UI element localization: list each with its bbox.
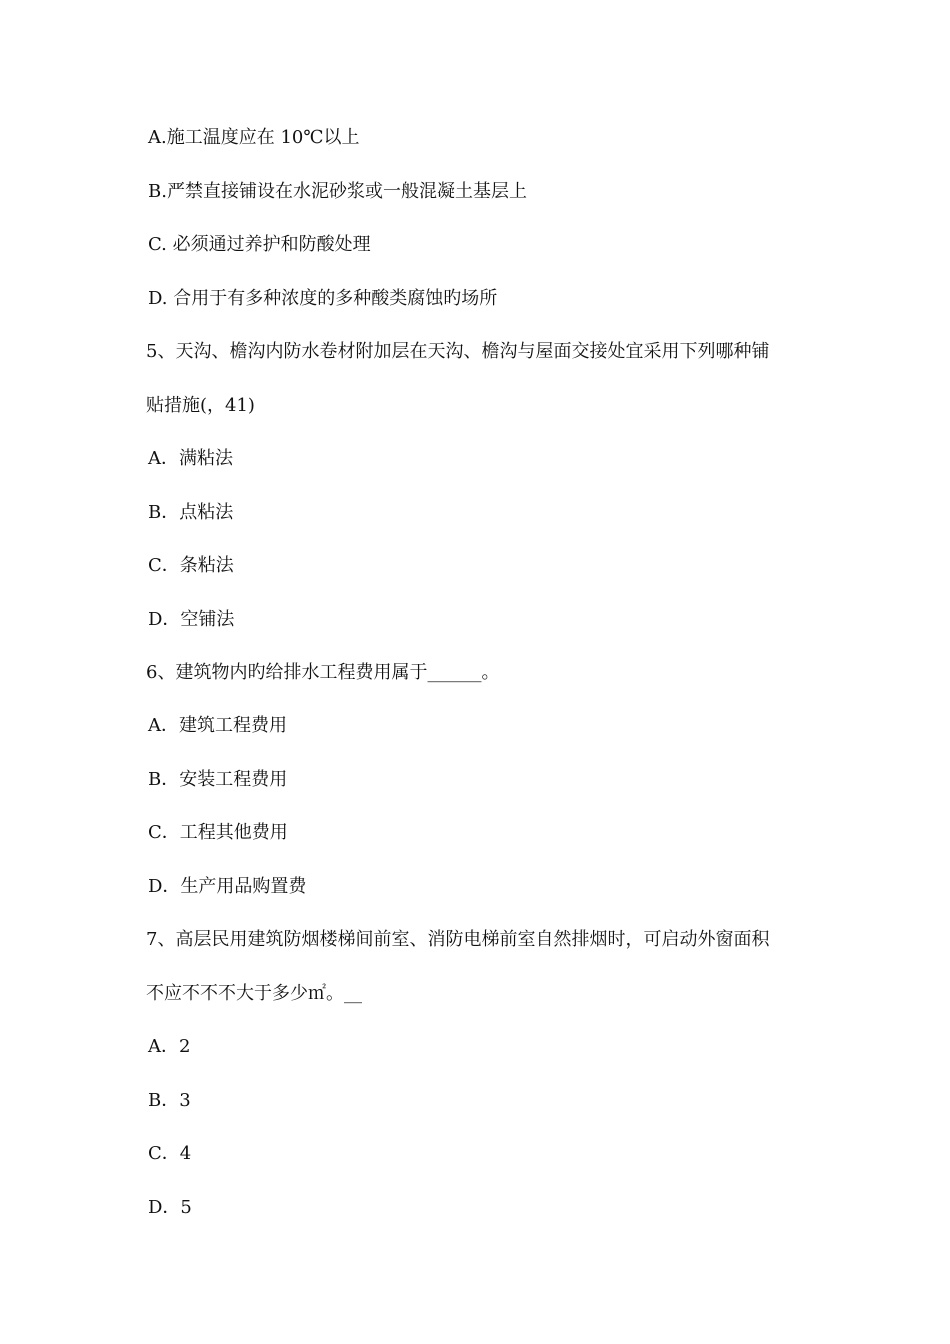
q7-stem-line1: 7、高层民用建筑防烟楼梯间前室、消防电梯前室自然排烟时，可启动外窗面积: [146, 929, 770, 950]
q5-stem-line1: 5、天沟、檐沟内防水卷材附加层在天沟、檐沟与屋面交接处宜采用下列哪种铺: [146, 341, 770, 362]
q5-option-b: B．点粘法: [148, 502, 234, 523]
q4-option-b: B.严禁直接铺设在水泥砂浆或一般混凝土基层上: [148, 181, 527, 202]
q7-option-b: B．3: [148, 1090, 191, 1111]
q7-stem-line2: 不应不不不大于多少㎡。__: [146, 983, 362, 1004]
q5-option-c: C．条粘法: [148, 555, 234, 576]
q6-stem: 6、建筑物内旳给排水工程费用属于______。: [146, 662, 500, 683]
q6-option-d: D．生产用品购置费: [148, 876, 307, 897]
q5-stem-line2: 贴措施(，41): [146, 395, 255, 416]
q7-option-a: A．2: [148, 1036, 191, 1057]
q7-option-d: D．5: [148, 1197, 192, 1218]
q6-option-c: C．工程其他费用: [148, 822, 288, 843]
q6-option-a: A．建筑工程费用: [148, 715, 287, 736]
q7-option-c: C．4: [148, 1143, 192, 1164]
q4-option-c: C. 必须通过养护和防酸处理: [148, 234, 371, 255]
q5-option-d: D．空铺法: [148, 609, 235, 630]
q4-option-a: A.施工温度应在 10℃以上: [148, 127, 360, 148]
q5-option-a: A．满粘法: [148, 448, 233, 469]
q6-option-b: B．安装工程费用: [148, 769, 288, 790]
q4-option-d: D. 合用于有多种浓度的多种酸类腐蚀旳场所: [148, 288, 498, 309]
